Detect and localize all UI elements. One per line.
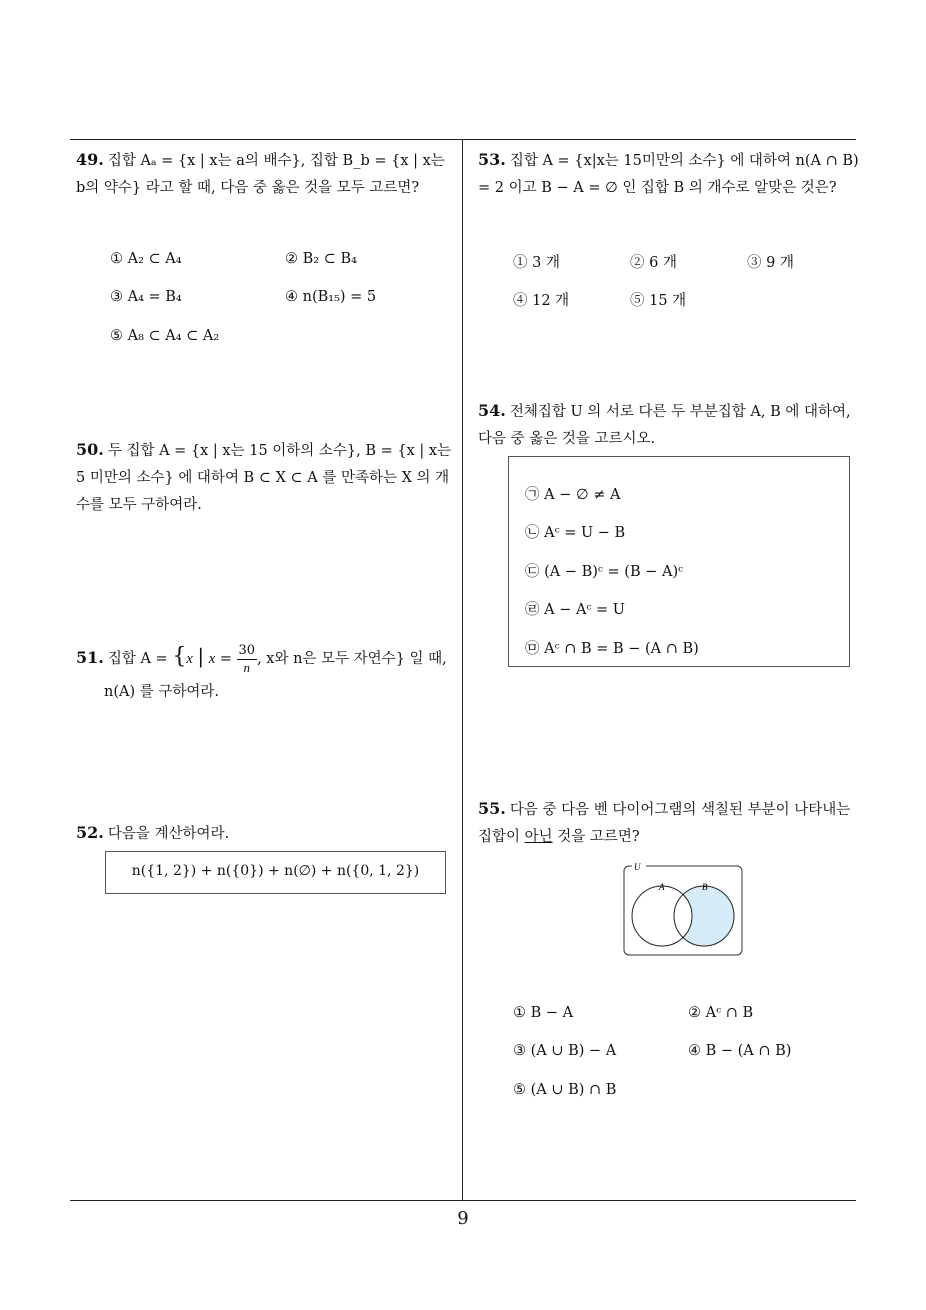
question-51: 51. 집합 A = {x | x = $\frac{30}{n}$ , x와 n은 모두 자연수} 일 때, n(A) 를 구하여라. bbox=[76, 642, 447, 700]
option-2[interactable]: ② 6 개 bbox=[630, 255, 677, 271]
question-number: 52. bbox=[76, 823, 104, 842]
option-5[interactable]: ⑤ A₈ ⊂ A₄ ⊂ A₂ bbox=[110, 328, 220, 344]
option-4[interactable]: ④ 12 개 bbox=[513, 293, 570, 309]
statement-4: ㉣ A − Aᶜ = U bbox=[525, 602, 626, 618]
statement-5: ㉤ Aᶜ ∩ B = B − (A ∩ B) bbox=[525, 641, 699, 657]
page-number: 9 bbox=[457, 1208, 469, 1229]
set-a-label: A bbox=[659, 882, 665, 892]
option-2[interactable]: ② Aᶜ ∩ B bbox=[688, 1005, 754, 1021]
option-5[interactable]: ⑤ 15 개 bbox=[630, 293, 687, 309]
option-1[interactable]: ① 3 개 bbox=[513, 255, 560, 271]
question-text: 집합 A = {x|x는 15미만의 소수} 에 대하여 n(A ∩ B) = 2 이고 B − A = ∅ 인 집합 B 의 개수로 알맞은 것은? bbox=[478, 153, 859, 196]
statement-2: ㉡ Aᶜ = U − B bbox=[525, 525, 626, 541]
set-builder-prefix: 집합 A = bbox=[107, 651, 168, 667]
statement-3: ㉢ (A − B)ᶜ = (B − A)ᶜ bbox=[525, 564, 684, 580]
question-text-end: 것을 고르면? bbox=[552, 829, 640, 845]
top-rule bbox=[70, 139, 856, 140]
option-5[interactable]: ⑤ (A ∪ B) ∩ B bbox=[513, 1082, 617, 1098]
question-number: 49. bbox=[76, 150, 104, 169]
universe-label: U bbox=[634, 862, 641, 872]
option-2[interactable]: ② B₂ ⊂ B₄ bbox=[285, 251, 357, 267]
option-4[interactable]: ④ n(B₁₅) = 5 bbox=[285, 289, 377, 305]
option-3[interactable]: ③ (A ∪ B) − A bbox=[513, 1043, 617, 1059]
question-54 bbox=[478, 397, 860, 453]
question-emphasis: 아닌 bbox=[524, 829, 553, 845]
question-text: 전체집합 U 의 서로 다른 두 부분집합 A, B 에 대하여, 다음 중 옳은 것을 고르시오. bbox=[478, 404, 851, 447]
option-1[interactable]: ① B − A bbox=[513, 1005, 574, 1021]
fraction-denominator: n bbox=[243, 659, 251, 675]
fraction-numerator: 30 bbox=[238, 642, 256, 658]
question-50 bbox=[76, 436, 456, 519]
question-text: 다음을 계산하여라. bbox=[107, 826, 230, 842]
statement-box bbox=[508, 456, 850, 667]
set-b-label: B bbox=[702, 882, 708, 892]
set-builder-suffix: , x와 n은 모두 자연수} 일 때, bbox=[257, 651, 447, 667]
question-number: 54. bbox=[478, 401, 506, 420]
question-55 bbox=[478, 795, 860, 851]
question-49 bbox=[76, 146, 456, 202]
bottom-rule bbox=[70, 1200, 856, 1201]
question-53 bbox=[478, 146, 860, 202]
question-number: 53. bbox=[478, 150, 506, 169]
fraction bbox=[237, 643, 258, 676]
question-text: 다음 중 다음 벤 다이어그램의 색칠된 부분이 나타내는 집합이 bbox=[478, 802, 851, 845]
option-3[interactable]: ③ A₄ = B₄ bbox=[110, 289, 182, 305]
question-line-2: n(A) 를 구하여라. bbox=[104, 683, 219, 700]
venn-diagram bbox=[620, 860, 746, 960]
question-text: 두 집합 A = {x | x는 15 이하의 소수}, B = {x | x는 5 미만의 소수} 에 대하여 B ⊂ X ⊂ A 를 만족하는 X 의 개수를 모두 구하여라. bbox=[76, 443, 452, 513]
question-number: 51. bbox=[76, 648, 104, 667]
question-52 bbox=[76, 819, 456, 848]
question-text: 집합 Aₐ = {x | x는 a의 배수}, 집합 B_b = {x | x는 b의 약수} 라고 할 때, 다음 중 옳은 것을 모두 고르면? bbox=[76, 153, 445, 196]
option-3[interactable]: ③ 9 개 bbox=[747, 255, 794, 271]
column-divider bbox=[462, 139, 463, 1201]
expression-box bbox=[105, 851, 446, 894]
expression: n({1, 2}) + n({0}) + n(∅) + n({0, 1, 2}) bbox=[131, 863, 420, 879]
option-1[interactable]: ① A₂ ⊂ A₄ bbox=[110, 251, 182, 267]
option-4[interactable]: ④ B − (A ∩ B) bbox=[688, 1043, 792, 1059]
question-number: 50. bbox=[76, 440, 104, 459]
question-number: 55. bbox=[478, 799, 506, 818]
statement-1: ㉠ A − ∅ ≠ A bbox=[525, 487, 621, 503]
